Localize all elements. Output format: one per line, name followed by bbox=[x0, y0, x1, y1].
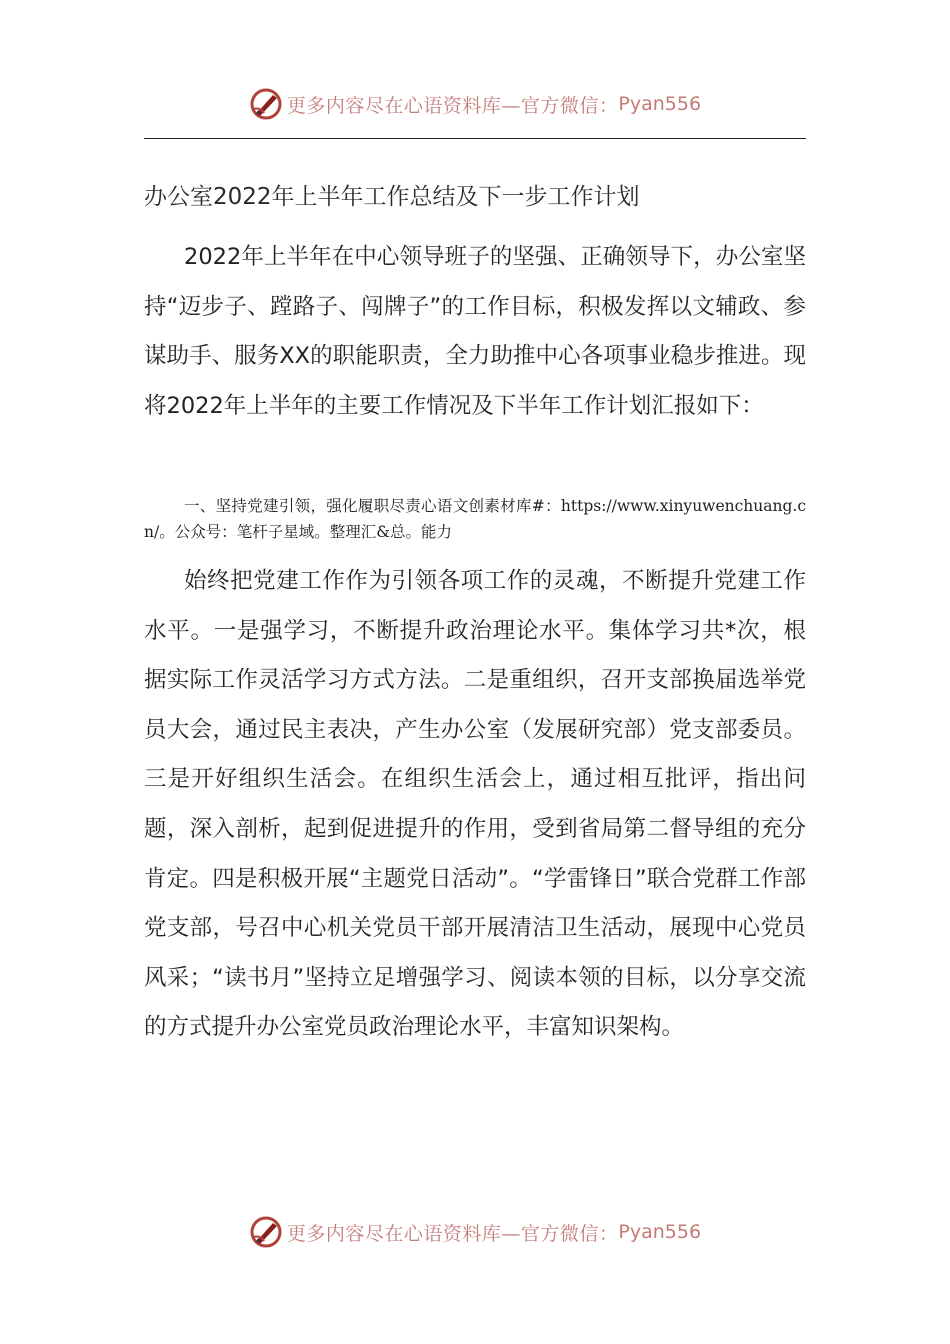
banner-text: 更多内容尽在心语资料库—官方微信： bbox=[286, 1222, 619, 1245]
pen-logo-icon bbox=[249, 1215, 283, 1249]
intro-paragraph: 2022年上半年在中心领导班子的坚强、正确领导下，办公室坚持“迈步子、蹚路子、闯牌子”的工作目标，积极发挥以文辅政、参谋助手、服务XX的职能职责，全力助推中心各项事业稳步推进。现将2022年上半年的主要工作情况及下半年工作计划汇报如下： bbox=[144, 244, 806, 419]
pen-logo-icon bbox=[249, 87, 283, 121]
header-divider bbox=[144, 138, 806, 139]
body-paragraph: 始终把党建工作作为引领各项工作的灵魂，不断提升党建工作水平。一是强学习，不断提升政治理论水平。集体学习共*次，根据实际工作灵活学习方式方法。二是重组织，召开支部换届选举党员大会，通过民主表决，产生办公室（发展研究部）党支部委员。三是开好组织生活会。在组织生活会上，通过相互批评，指出问题，深入剖析，起到促进提升的作用，受到省局第二督导组的充分肯定。四是积极开展“主题党日活动”。“学雷锋日”联合党群工作部党支部，号召中心机关党员干部开展清洁卫生活动，展现中心党员风采；“读书月”坚持立足增强学习、阅读本领的目标，以分享交流的方式提升办公室党员政治理论水平，丰富知识架构。 bbox=[144, 568, 806, 1041]
wechat-id: Pyan556 bbox=[618, 1221, 702, 1243]
section-heading: 一、坚持党建引领，强化履职尽责心语文创素材库#：https://www.xinyuwenchuang.cn/。公众号：笔杆子星域。整理汇&总。能力 bbox=[144, 497, 806, 541]
document-title: 办公室2022年上半年工作总结及下一步工作计划 bbox=[144, 184, 640, 210]
banner-text: 更多内容尽在心语资料库—官方微信： bbox=[286, 94, 619, 117]
footer-banner bbox=[0, 1212, 950, 1252]
wechat-id: Pyan556 bbox=[618, 93, 702, 115]
header-banner bbox=[0, 84, 950, 124]
